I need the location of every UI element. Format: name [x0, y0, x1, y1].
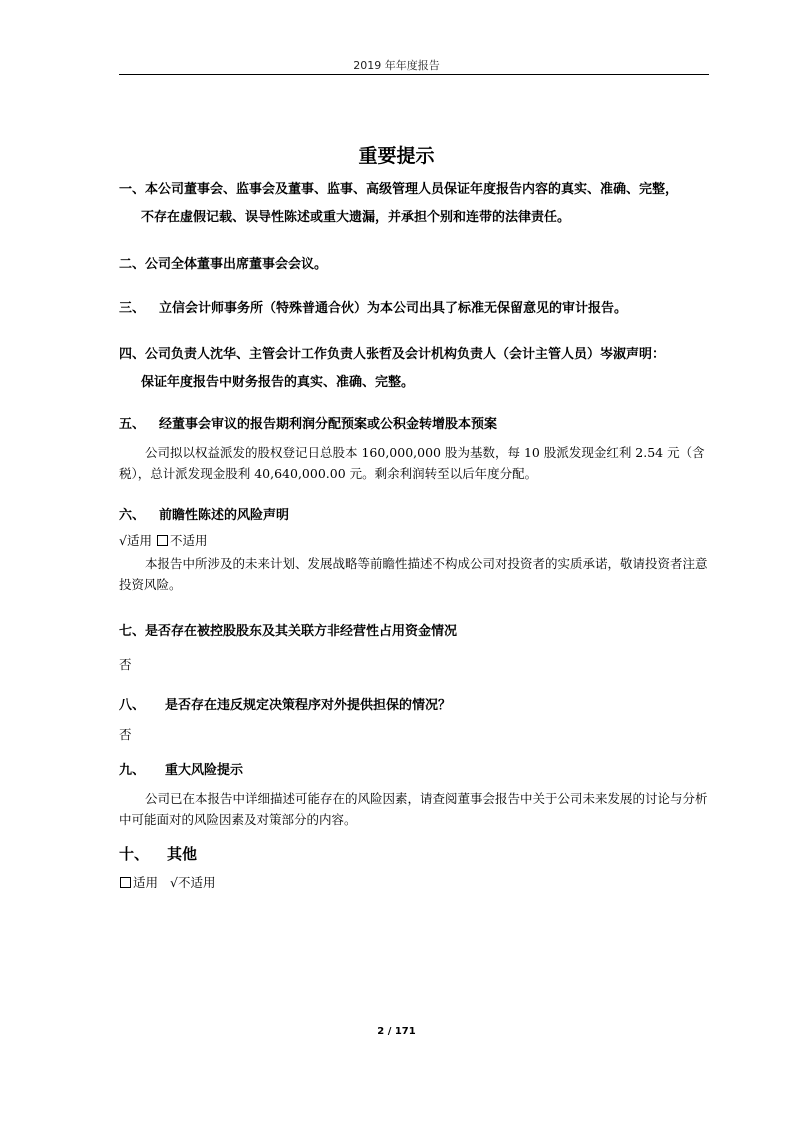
section-4	[119, 341, 665, 397]
section-6-text: 前瞻性陈述的风险声明	[159, 508, 290, 523]
section-4-line2: 保证年度报告中财务报告的真实、准确、完整。	[141, 375, 415, 390]
section-8-text: 是否存在违反规定决策程序对外提供担保的情况？	[165, 698, 452, 713]
section-8-answer: 否	[119, 727, 132, 742]
section-5-body: 公司拟以权益派发的股权登记日总股本 160,000,000 股为基数，每 10 股派发现金红利 2.54 元（含税），总计派发现金股利 40,640,000.00 元。剩余利润转至以后年度分配。	[119, 445, 705, 481]
running-header: 2019 年年度报告	[353, 59, 440, 72]
section-5-heading	[119, 411, 497, 439]
section-7-number: 七、	[119, 624, 146, 639]
section-8-number: 八、	[119, 698, 146, 713]
section-10-number: 十、	[119, 845, 150, 863]
section-2	[119, 251, 327, 279]
section-9-text: 重大风险提示	[165, 763, 244, 778]
section-1-number: 一、	[119, 182, 146, 197]
unchecked-box-icon	[157, 535, 168, 546]
section-5-number: 五、	[119, 417, 146, 432]
option-not-applicable-label: 不适用	[177, 875, 216, 890]
section-10-text: 其他	[167, 845, 198, 863]
header-divider	[119, 74, 709, 75]
section-1-line1: 本公司董事会、监事会及董事、监事、高级管理人员保证年度报告内容的真实、准确、完整，	[145, 182, 679, 197]
section-5-text: 经董事会审议的报告期利润分配预案或公积金转增股本预案	[159, 417, 498, 432]
option-not-applicable-label: 不适用	[169, 533, 208, 548]
check-mark-icon: √	[170, 875, 178, 890]
option-applicable-label: 适用	[133, 875, 159, 890]
section-1	[119, 176, 678, 232]
section-3-text: 立信会计师事务所（特殊普通合伙）为本公司出具了标准无保留意见的审计报告。	[159, 301, 628, 316]
page-number: 2 / 171	[377, 1026, 416, 1037]
check-mark-icon: √	[119, 533, 127, 548]
section-4-line1: 公司负责人沈华、主管会计工作负责人张哲及会计机构负责人（会计主管人员）岑淑声明：	[145, 347, 666, 362]
section-6-options	[119, 531, 207, 551]
section-7-answer: 否	[119, 657, 132, 672]
unchecked-box-icon	[120, 877, 131, 888]
page-title: 重要提示	[358, 145, 435, 167]
section-6-body: 本报告中所涉及的未来计划、发展战略等前瞻性描述不构成公司对投资者的实质承诺，敬请投资者注意投资风险。	[119, 556, 708, 592]
section-2-text: 公司全体董事出席董事会会议。	[145, 257, 328, 272]
option-applicable-label: 适用	[126, 533, 152, 548]
section-6-number: 六、	[119, 508, 146, 523]
section-9-number: 九、	[119, 763, 146, 778]
section-7-text: 是否存在被控股股东及其关联方非经营性占用资金情况	[145, 624, 458, 639]
section-2-number: 二、	[119, 257, 146, 272]
section-9-body: 公司已在本报告中详细描述可能存在的风险因素，请查阅董事会报告中关于公司未来发展的讨论与分析中可能面对的风险因素及对策部分的内容。	[119, 791, 708, 827]
section-6-heading	[119, 502, 289, 530]
section-4-number: 四、	[119, 347, 146, 362]
section-10-heading	[119, 840, 197, 868]
section-3-number: 三、	[119, 301, 146, 316]
section-9-heading	[119, 757, 243, 785]
section-8-heading	[119, 692, 451, 720]
section-7-heading	[119, 618, 457, 646]
section-1-line2: 不存在虚假记载、误导性陈述或重大遗漏，并承担个别和连带的法律责任。	[141, 210, 571, 225]
section-10-options	[119, 873, 215, 893]
section-3	[119, 295, 627, 323]
